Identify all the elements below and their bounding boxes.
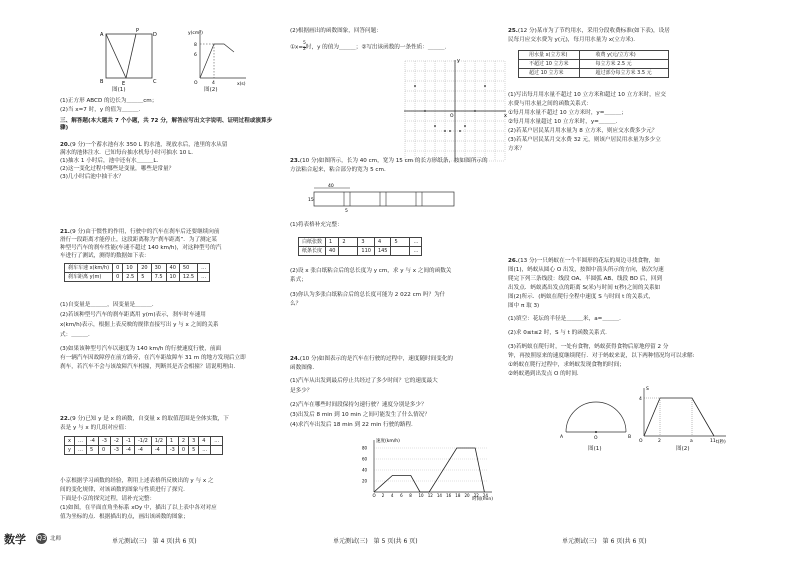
q23-line: 方法粘合起来，粘合部分的宽为 5 cm.	[290, 167, 386, 173]
table-cell: 5	[138, 273, 151, 282]
q23-part2: (2)设 x 张白纸粘合后的总长度为 y cm，求 y 与 x 之间的函数关	[290, 268, 452, 274]
table-cell: -4	[122, 446, 134, 455]
graph-x-label: x(s)	[237, 82, 246, 87]
chart-x-tick: 6	[400, 493, 403, 498]
plotted-point	[484, 85, 486, 87]
column-page-5	[290, 0, 515, 530]
table-cell: …	[199, 446, 211, 455]
fig1-label-a: A	[560, 435, 564, 440]
chart-x-tick: 18	[455, 493, 461, 498]
q21-after: (3)如果该种型号汽车以速度为 140 km/h 的行驶速度行驶，前面	[60, 346, 222, 352]
table-cell: 每立方米 2.5 元	[579, 60, 668, 69]
label-p: P	[136, 28, 140, 34]
graph-tick-4: 4	[212, 81, 215, 86]
q21-line: 种型号汽车的刹车性能(车速不超过 140 km/h)，对这种型号的汽	[60, 245, 222, 251]
q25-after: 方米？	[508, 146, 525, 152]
area-graph	[188, 28, 248, 86]
plotted-point	[444, 130, 446, 132]
table-row	[299, 247, 422, 256]
square-figure	[100, 28, 160, 86]
q26-line: (1)填空：花坛的半径是＿＿＿米，a=＿＿＿.	[508, 316, 621, 322]
plotted-point	[414, 85, 416, 87]
table-cell: 2	[339, 238, 358, 247]
table-row	[519, 51, 669, 60]
q26-line: (3)若蚂蚁在爬行时，一处有食物，蚂蚁获得食物后原地停留 2 分	[508, 344, 669, 350]
q25-stem: 25.(12 分)某市为了节约用水，采用分段收费标准(如下表)，设居	[508, 28, 670, 34]
q24-line: 是多少？	[290, 388, 313, 394]
table-cell: -2	[110, 437, 122, 446]
q23-part1: (1)将表格补充完整：	[290, 222, 343, 228]
table-cell	[211, 446, 223, 455]
q24-line: (1)汽车从出发到最后停止共经过了多少时间？它的速度最大	[290, 378, 438, 384]
table-cell: 30	[151, 264, 166, 273]
table-cell: 1	[326, 238, 339, 247]
plotted-point	[464, 125, 466, 127]
grid-origin: O	[450, 114, 454, 119]
table-row	[65, 437, 223, 446]
table-cell: 收费 y(元/立方米)	[579, 51, 668, 60]
q23-part2b: 系式；	[290, 277, 307, 283]
table-cell: …	[74, 446, 86, 455]
chart-x-tick: 22	[473, 493, 479, 498]
section-3-heading: 三、解答题(本大题共 7 个小题，共 72 分，解答应写出文字说明、证明过程或演算步骤)	[60, 118, 273, 131]
subject-badge-sub: 北师	[50, 536, 62, 542]
chart-y-tick: 60	[362, 456, 368, 462]
table-cell: 110	[358, 247, 375, 256]
q25-after: (3)若某户居民某月交水费 32 元，则该户居民用水量为多少立	[508, 137, 661, 143]
plotted-point	[459, 130, 461, 132]
table-row	[519, 60, 669, 69]
q19-part2: (2)当 x=7 时，y 的值为＿＿＿.	[60, 107, 141, 113]
q20-line: (3)几小时后池中抽干水？	[60, 174, 124, 180]
q23-table	[298, 237, 422, 256]
fig1-label-b: B	[628, 435, 632, 440]
q22-stem: 22.(9 分)已知 y 是 x 的函数，自变量 x 的取值范围是全体实数，下	[60, 416, 229, 422]
q25-after: 水费与用水量之间的函数关系式：	[508, 101, 592, 107]
q24-line: 函数图像.	[290, 365, 315, 371]
table-cell: 超过部分每立方米 3.5 元	[579, 69, 668, 78]
q21-line: 车进行了测试，测得的数据如下表：	[60, 253, 150, 259]
table-cell: 4	[199, 437, 211, 446]
chart-y-tick: 40	[362, 467, 368, 473]
q22-after: 小京根据学习函数的经验，利用上述表格所反映出的 y 与 x 之	[60, 478, 214, 484]
chart-x-tick: 4	[390, 493, 394, 498]
chart-x-tick: 20	[464, 493, 470, 498]
q23-stem: 23.(10 分)如图所示，长为 40 cm，宽为 15 cm 的长方形纸条，按如图所示的	[290, 158, 488, 164]
q25-after: (2)若某户居民某月用水量为 8 立方米，则应交水费多少元？	[508, 128, 658, 134]
table-cell: 5	[86, 446, 98, 455]
q21-after: (2)若该种型号汽车的刹车距离用 y(m)表示，刹车时车速用	[60, 312, 206, 318]
q21-after: 有一辆汽车因故障停在前方路旁，在汽车距故障车 31 m 的地方发现后立即	[60, 355, 246, 361]
table-cell: 2	[178, 437, 188, 446]
q26-line: ②蚂蚁遇到出发点 O 的时间.	[508, 371, 579, 377]
q22-part2: (2)根据画出的函数图象，回答问题：	[290, 28, 382, 34]
table-cell: …	[74, 437, 86, 446]
table-cell: -4	[86, 437, 98, 446]
column-page-4	[60, 0, 275, 530]
q24-line: (2)汽车在哪些时间段保持匀速行驶？速度分别是多少？	[290, 402, 427, 408]
table-cell: -3	[166, 446, 178, 455]
speed-time-chart	[360, 436, 500, 504]
table-cell: …	[198, 273, 210, 282]
q25-table	[518, 50, 669, 78]
table-cell: 纸条长度	[299, 247, 326, 256]
q21-table	[64, 263, 210, 282]
table-cell: -1	[122, 437, 134, 446]
table-row	[299, 238, 422, 247]
fig2-caption: 图(2)	[676, 446, 690, 452]
q21-after: 刹车，若汽车不会与该故障汽车相撞，判断其是否会相撞？请说明理由.	[60, 364, 236, 370]
semicircle-figure	[558, 398, 638, 448]
chart-x-tick: 14	[436, 493, 442, 498]
q20-line: 满水的池体注水．已知每台抽水机每小时可抽水 10 L.	[60, 150, 194, 156]
table-cell: 刹车车速 x(km/h)	[65, 264, 113, 273]
label-c: C	[153, 79, 157, 85]
table-cell	[339, 247, 358, 256]
plotted-point	[424, 110, 426, 112]
q26-line: ①蚂蚁在爬行过程中，求蚂蚁发现食物的时间；	[508, 362, 625, 368]
fig2-tick-11: 11	[710, 439, 716, 444]
q24-line: (3)出发后 8 min 到 10 min 之间可能发生了什么情况？	[290, 412, 430, 418]
q25-after: ②每月用水量超过 10 立方米时，y=＿＿＿.	[508, 119, 618, 125]
table-cell: 20	[138, 264, 151, 273]
q21-after: (1)自变量是＿＿＿，因变量是＿＿＿.	[60, 302, 154, 308]
table-cell: 2.5	[123, 273, 138, 282]
q21-after: x(km/h)表示，根据上表反映的规律直接写出 y 与 x 之间的关系	[60, 322, 219, 328]
plotted-point	[434, 125, 436, 127]
fig1-label-o: O	[594, 436, 598, 441]
table-cell: -4	[134, 446, 151, 455]
coordinate-grid	[400, 56, 510, 166]
q22-after: (1)如图，在平面直角坐标系 xOy 中，描出了以上表中各对对应	[60, 505, 217, 511]
footer-page-4: 单元测试(三) 第 4 页(共 6 页)	[112, 538, 197, 545]
table-cell: 50	[179, 264, 197, 273]
table-cell: -3	[98, 437, 110, 446]
chart-x-tick: O	[372, 493, 376, 498]
table-cell: 3	[358, 238, 375, 247]
fig2-t-label: t(秒)	[716, 440, 726, 445]
fig2-tick-2: 2	[658, 439, 661, 444]
table-cell: 5	[391, 238, 410, 247]
chart-x-tick: 24	[482, 493, 488, 498]
label-d: D	[153, 32, 157, 38]
table-cell: 超过 10 立方米	[519, 69, 580, 78]
table-cell: 不超过 10 立方米	[519, 60, 580, 69]
table-cell: 12.5	[179, 273, 197, 282]
q25-after: (1)写出每月用水量不超过 10 立方米和超过 10 立方米时，应交	[508, 92, 666, 98]
q26-line: 图(2)所示．(蚂蚁在爬行全程中速度 S 与时间 t 的关系式，	[508, 294, 655, 300]
footer-page-6: 单元测试(三) 第 6 页(共 6 页)	[562, 538, 647, 545]
strip-overlap-label: 5	[345, 209, 348, 214]
q26-line: 爬完下列三条线段：线段 OA、半圆弧 AB、线段 BO 后，回到	[508, 276, 663, 282]
fig1-caption: 图(1)	[112, 87, 126, 93]
grid-y-label: y	[457, 58, 460, 64]
table-cell: y	[65, 446, 75, 455]
chart-y-tick: 80	[362, 445, 368, 451]
table-cell: 1/2	[151, 437, 166, 446]
table-row	[65, 264, 210, 273]
table-cell: 10	[123, 264, 138, 273]
table-row	[65, 446, 223, 455]
q22-after: 间的变化规律，对该函数的图象与性质进行了探究.	[60, 487, 185, 493]
grid-x-label: x	[504, 113, 507, 119]
table-cell: 7.5	[151, 273, 166, 282]
plotted-point	[474, 110, 476, 112]
subject-brand	[0, 530, 68, 546]
graph-tick-6: 6	[194, 53, 197, 58]
table-cell: 0	[178, 446, 188, 455]
q23-part3b: 么？	[290, 301, 302, 307]
q21-line: 滑行一段距离才能停止，这段距离称为“刹车距离”．为了测定某	[60, 237, 217, 243]
plotted-point	[449, 130, 451, 132]
fig2-origin: O	[639, 439, 643, 444]
table-cell: 白纸张数	[299, 238, 326, 247]
table-cell: …	[410, 238, 422, 247]
table-cell: 用水量 x(立方米)	[519, 51, 580, 60]
table-cell: 0	[113, 273, 123, 282]
table-cell: 1	[166, 437, 178, 446]
q19-part1: (1)正方形 ABCD 的边长为＿＿＿cm；	[60, 98, 158, 104]
table-cell: -4	[151, 446, 166, 455]
subject-badge: Q3	[36, 534, 47, 542]
table-row	[65, 273, 210, 282]
q20-line: (1)抽水 1 小时后，池中还有水＿＿＿L.	[60, 158, 159, 164]
q22-after: 下面是小京的探究过程，请补充完整：	[60, 496, 156, 502]
q21-after: 式：＿＿＿.	[60, 332, 90, 338]
chart-x-tick: 8	[409, 493, 412, 498]
q21-stem: 21.(9 分)由于惯性的作用，行驶中的汽车在刹车后还要继续向前	[60, 229, 220, 235]
q26-line: 图中 π 取 3)	[508, 303, 540, 309]
q20-stem: 20.(9 分)一个蓄水池有水 350 L 的水池，现放水后，池里的水从留	[60, 142, 228, 148]
q25-line: 民每月应交水费为 y(元)，每月用水量为 x(立方米).	[508, 37, 635, 43]
table-cell: 145	[374, 247, 391, 256]
q22-part3: ①x= $\frac{5}{2}$ 时，y 的值为＿＿＿；②写出该函数的一条性质：＿＿＿.	[290, 41, 447, 52]
q26-line: 图(1)，蚂蚁从圆心 O 出发，按图中箭头所示的方向，依次匀速	[508, 267, 664, 273]
chart-y-label: 速度(km/h)	[376, 439, 400, 444]
graph-tick-8: 8	[194, 43, 197, 48]
table-cell: 0	[98, 446, 110, 455]
subject-label: 数学	[4, 533, 26, 546]
chart-x-tick: 10	[418, 493, 424, 498]
q20-line: (2)这一变化过程中哪些是变量，哪些是常量？	[60, 166, 175, 172]
table-cell: -3	[110, 446, 122, 455]
fig1-caption: 图(1)	[588, 446, 602, 452]
table-row	[519, 69, 669, 78]
q22-after: 值为坐标的点．根据描出的点，画出该函数的图象；	[60, 514, 189, 520]
footer-page-5: 单元测试(三) 第 5 页(共 6 页)	[333, 538, 418, 545]
table-cell: 刹车距离 y(m)	[65, 273, 113, 282]
table-cell: 3	[189, 437, 199, 446]
column-page-6	[508, 0, 738, 530]
q26-line: (2)求 0≤t≤2 时，S 与 t 的函数关系式.	[508, 330, 607, 336]
table-cell: …	[410, 247, 422, 256]
table-cell: …	[211, 437, 223, 446]
q22-table	[64, 436, 223, 455]
q25-after: ①每月用水量不超过 10 立方米时，y=＿＿＿；	[508, 110, 627, 116]
q26-stem: 26.(13 分)一只蚂蚁在一个半圆形的花坛的周边寻找食物，如	[508, 258, 660, 264]
table-cell: 40	[166, 264, 179, 273]
q26-line: 钟，再按照原来的速度继续爬行．对于蚂蚁来说，以下两种情况均可以求解:	[508, 353, 695, 359]
graph-origin: O	[194, 81, 198, 86]
fig2-tick-4: 4	[639, 397, 642, 402]
table-cell: 40	[326, 247, 339, 256]
q22-line: 表是 y 与 x 的几组对应值：	[60, 425, 130, 431]
table-cell: …	[198, 264, 210, 273]
strip-length-label: 40	[328, 184, 334, 189]
graph-y-label: y(cm²)	[188, 31, 203, 36]
table-cell: 4	[374, 238, 391, 247]
fig2-caption: 图(2)	[204, 87, 218, 93]
label-b: B	[100, 79, 104, 85]
chart-x-tick: 16	[446, 493, 452, 498]
q24-stem: 24.(10 分)如图表示的是汽车在行驶的过程中，速度随时间变化的	[290, 356, 454, 362]
table-cell: -1/2	[134, 437, 151, 446]
chart-x-label: 时间(min)	[472, 497, 493, 502]
fig2-tick-a: a	[690, 439, 693, 444]
chart-x-tick: 2	[381, 493, 385, 498]
table-cell: 5	[189, 446, 199, 455]
table-cell: x	[65, 437, 75, 446]
strip-width-label: 15	[308, 198, 314, 203]
q23-part3: (3)你认为多张白纸粘合后的总长度可能为 2 022 cm 吗？为什	[290, 292, 446, 298]
paper-strip-figure	[308, 184, 468, 214]
q24-line: (4)求汽车出发后 18 min 到 22 min 行驶的路程.	[290, 422, 413, 428]
chart-x-tick: 12	[427, 493, 433, 498]
table-cell: 0	[113, 264, 123, 273]
distance-time-graph	[634, 384, 730, 448]
label-a: A	[100, 32, 104, 38]
q26-line: 出发点．蚂蚁离出发点的距离 S(米)与时间 t(秒)之间的关系如	[508, 285, 661, 291]
label-e: E	[122, 81, 126, 87]
chart-y-tick: 20	[362, 478, 368, 484]
fig2-s-label: S	[646, 387, 649, 392]
table-cell	[391, 247, 410, 256]
table-cell: 10	[166, 273, 179, 282]
